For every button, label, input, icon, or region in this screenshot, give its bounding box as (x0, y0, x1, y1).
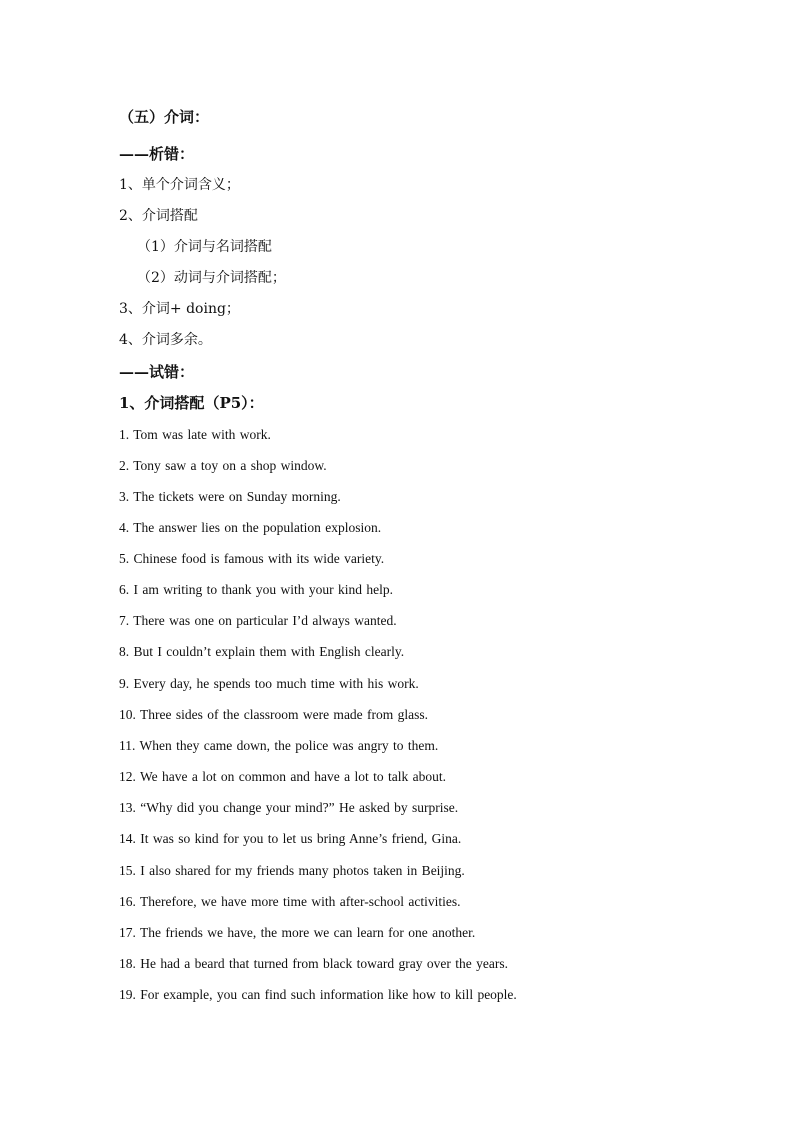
practice-subheading: 1、介词搭配（P5）： (119, 394, 264, 412)
sentence-4: 4. The answer lies on the population explosion. (119, 520, 382, 535)
analysis-item-2: 2、介词搭配 (119, 208, 198, 224)
sentence-18: 18. He had a beard that turned from black toward gray over the years. (119, 956, 508, 971)
sentence-7: 7. There was one on particular I’d always wanted. (119, 613, 397, 628)
sentence-19: 19. For example, you can find such information like how to kill people. (119, 987, 517, 1002)
sentence-8: 8. But I couldn’t explain them with English clearly. (119, 644, 405, 659)
sentence-15: 15. I also shared for my friends many photos taken in Beijing. (119, 863, 465, 878)
sentence-17: 17. The friends we have, the more we can learn for one another. (119, 925, 476, 940)
practice-heading: ——试错： (119, 363, 195, 381)
collocation-subitem-1: （1）介词与名词搭配 (137, 239, 272, 255)
sentence-16: 16. Therefore, we have more time with after-school activities. (119, 894, 461, 909)
sentence-1: 1. Tom was late with work. (119, 427, 271, 442)
section-title: （五）介词： (119, 108, 210, 126)
sentence-5: 5. Chinese food is famous with its wide variety. (119, 551, 385, 566)
sentence-2: 2. Tony saw a toy on a shop window. (119, 458, 327, 473)
collocation-subitem-2: （2）动词与介词搭配； (137, 270, 286, 286)
sentence-10: 10. Three sides of the classroom were made from glass. (119, 707, 429, 722)
analysis-item-3: 3、介词+ doing； (119, 301, 240, 317)
sentence-11: 11. When they came down, the police was angry to them. (119, 738, 439, 753)
sentence-12: 12. We have a lot on common and have a lot to talk about. (119, 769, 446, 784)
analysis-item-4: 4、介词多余。 (119, 332, 212, 348)
sentence-9: 9. Every day, he spends too much time with his work. (119, 676, 419, 691)
analysis-item-1: 1、单个介词含义； (119, 177, 240, 193)
analysis-heading: ——析错： (119, 145, 195, 163)
sentence-3: 3. The tickets were on Sunday morning. (119, 489, 341, 504)
sentence-6: 6. I am writing to thank you with your kind help. (119, 582, 393, 597)
sentence-13: 13. “Why did you change your mind?” He asked by surprise. (119, 800, 459, 815)
sentence-14: 14. It was so kind for you to let us bring Anne’s friend, Gina. (119, 831, 462, 846)
